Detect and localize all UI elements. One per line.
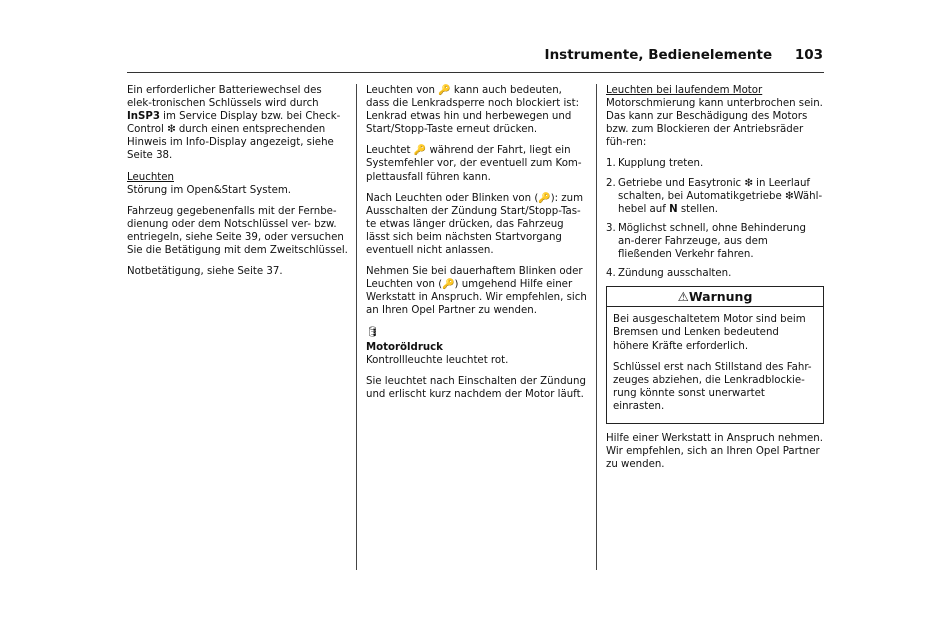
- key-blink-icon: (🔑): [534, 192, 555, 204]
- column-1: [127, 84, 349, 286]
- workshop-help-paragraph: Hilfe einer Werkstatt in Anspruch nehmen. Wir empfehlen, sich an Ihren Opel Partner zu wenden.: [606, 432, 824, 471]
- oil-pressure-heading: Motoröldruck: [366, 341, 443, 353]
- steps-list: [606, 157, 824, 280]
- leuchten-heading: Leuchten: [127, 171, 174, 183]
- oil-pressure-text: Kontrollleuchte leuchtet rot.: [366, 354, 509, 366]
- lubrication-intro: Motorschmierung kann unterbrochen sein. Das kann zur Beschädigung des Motors bzw. zum Blockieren der Antriebsräder füh-ren:: [606, 98, 823, 149]
- key-blink-icon: (🔑): [438, 279, 459, 291]
- oil-ignition-paragraph: Sie leuchtet nach Einschalten der Zündung und erlischt kurz nachdem der Motor läuft.: [366, 375, 586, 400]
- list-item: 2. Getriebe und Easytronic ❇ in Leerlauf schalten, bei Automatikgetriebe ❇Wähl-hebel auf N stellen.: [606, 177, 823, 215]
- ignition-off-paragraph: Nach Leuchten oder Blinken von (🔑): zum Ausschalten der Zündung Start/Stopp-Tas-te etwas länger drücken, das Fahrzeug lässt sich beim nächsten Startvorgang eventuell nicht anlassen.: [366, 192, 584, 257]
- list-item: 3. Möglichst schnell, ohne Behinderung an-derer Fahrzeuge, aus dem fließenden Verkehr fahren.: [606, 222, 806, 261]
- warning-text-1: Bei ausgeschaltetem Motor sind beim Bremsen und Lenken bedeutend höhere Kräfte erforderlich.: [613, 314, 806, 352]
- insp3-code: InSP3: [127, 111, 160, 123]
- warning-box: [606, 286, 824, 424]
- column-2: [366, 84, 588, 409]
- system-error-paragraph: Leuchtet 🔑 während der Fahrt, liegt ein Systemfehler vor, der eventuell zum Kom-plettausfall führen kann.: [366, 145, 582, 183]
- warning-header: [607, 287, 823, 307]
- list-item: 1. Kupplung treten.: [606, 158, 704, 170]
- key-icon: 🔑: [438, 85, 451, 96]
- emergency-paragraph: Notbetätigung, siehe Seite 37.: [127, 266, 283, 278]
- warning-text-2: Schlüssel erst nach Stillstand des Fahr-zeuges abziehen, die Lenkradblockie-rung könnte sonst unerwartet einrasten.: [613, 361, 812, 412]
- column-divider-2: [596, 84, 597, 570]
- warning-title: Warnung: [688, 289, 753, 305]
- warning-triangle-icon: ⚠: [677, 289, 689, 305]
- workshop-paragraph: Nehmen Sie bei dauerhaftem Blinken oder Leuchten von (🔑) umgehend Hilfe einer Werkstatt in Anspruch. Wir empfehlen, sich an Ihren Opel Partner zu wenden.: [366, 266, 587, 317]
- running-engine-heading: Leuchten bei laufendem Motor: [606, 85, 763, 96]
- unlock-paragraph: Fahrzeug gegebenenfalls mit der Fernbe-dienung oder dem Notschlüssel ver- bzw. entriegeln, siehe Seite 39, oder versuchen Sie die Betätigung mit dem Zweitschlüssel.: [127, 205, 348, 257]
- section-title: Instrumente, Bedienelemente: [544, 47, 773, 63]
- header-rule: [127, 72, 824, 73]
- key-icon: 🔑: [413, 145, 427, 157]
- warning-body: [607, 307, 823, 423]
- page-number: 103: [794, 47, 823, 63]
- battery-paragraph: Ein erforderlicher Batteriewechsel des elek-tronischen Schlüssels wird durch InSP3 im Service Display bzw. bei Check-Control ❇ durch einen entsprechenden Hinweis im Info-Display angezeigt, siehe Seite 38.: [127, 85, 341, 162]
- steering-lock-paragraph: Leuchten von 🔑 kann auch bedeuten, dass die Lenkradsperre noch blockiert ist: Lenkrad etwas hin und herbewegen und Start/Stopp-Taste erneut drücken.: [366, 85, 580, 136]
- column-3: [606, 84, 824, 479]
- oil-can-icon: 🛢: [366, 326, 379, 338]
- page-header: [545, 47, 823, 63]
- list-item: 4. Zündung ausschalten.: [606, 268, 732, 280]
- leuchten-text: Störung im Open&Start System.: [127, 184, 291, 196]
- column-divider-1: [356, 84, 357, 570]
